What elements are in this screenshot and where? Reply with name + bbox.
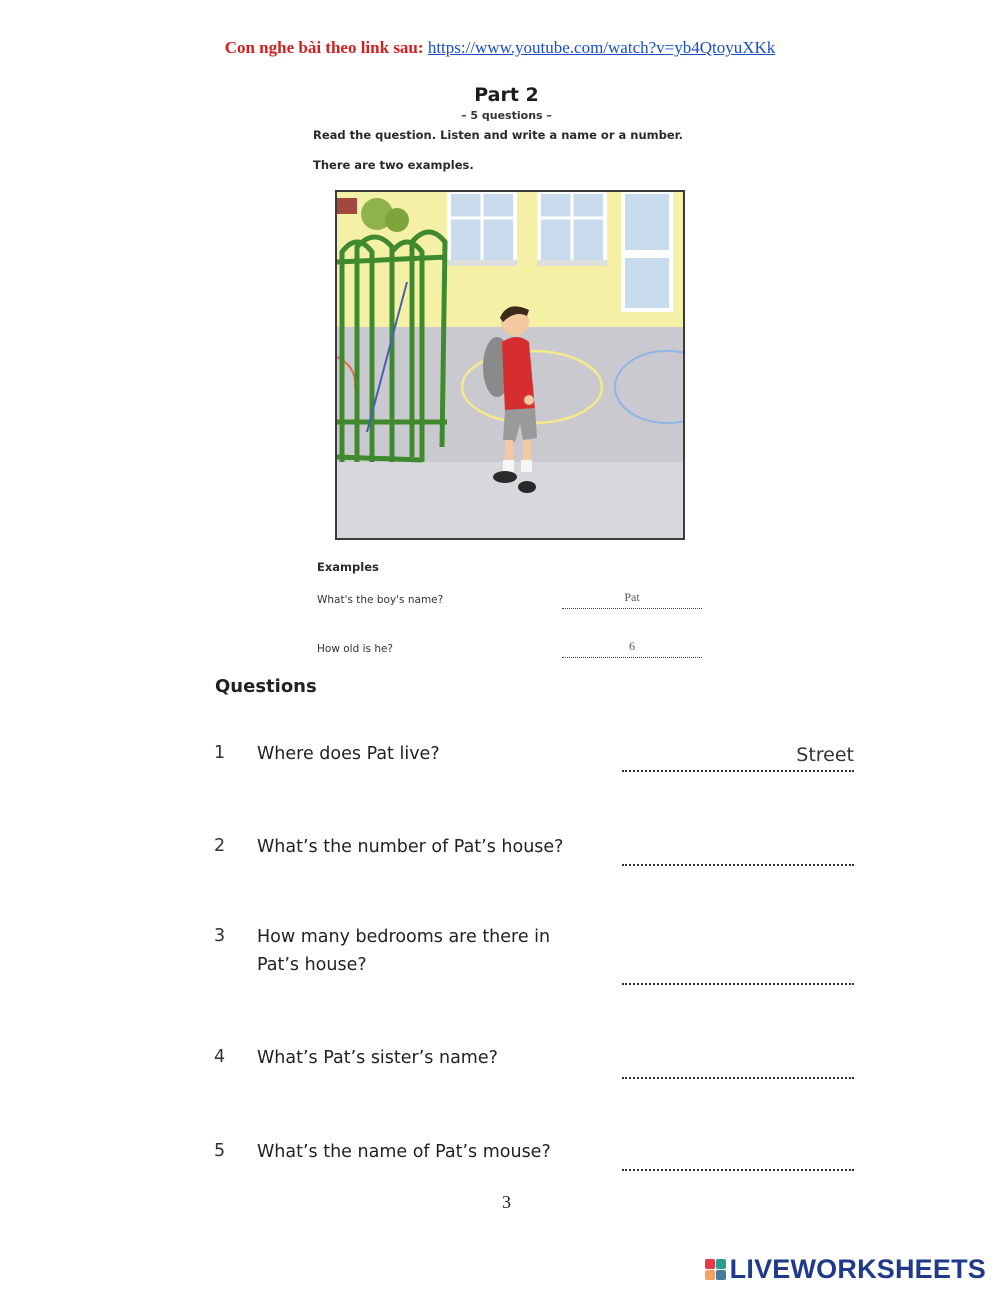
page-number: 3 xyxy=(502,1192,511,1212)
logo-cube xyxy=(716,1259,726,1269)
boy-in-schoolyard-illustration xyxy=(335,190,685,540)
question-text-2: What’s the number of Pat’s house? xyxy=(257,837,564,857)
answer-line-4[interactable] xyxy=(622,1075,854,1079)
question-number-2: 2 xyxy=(214,836,226,856)
part-title: Part 2 xyxy=(474,84,539,106)
youtube-link[interactable]: https://www.youtube.com/watch?v=yb4QtoyuXKk xyxy=(427,38,776,57)
answer-line-1[interactable] xyxy=(622,768,854,772)
examples-heading: Examples xyxy=(317,560,379,574)
question-number-4: 4 xyxy=(214,1047,226,1067)
example-answer-line-2 xyxy=(562,639,702,658)
example-question-2: How old is he? xyxy=(317,643,394,655)
liveworksheets-logo xyxy=(705,1254,986,1285)
question-number-3: 3 xyxy=(214,926,226,946)
example-answer-line-1 xyxy=(562,590,702,609)
header-line xyxy=(0,38,1000,58)
examples-note: There are two examples. xyxy=(313,158,474,172)
question-text-4: What’s Pat’s sister’s name? xyxy=(257,1048,498,1068)
example-answer-2: 6 xyxy=(629,639,635,653)
answer-suffix-1: Street xyxy=(796,744,854,766)
logo-cube xyxy=(705,1259,715,1269)
instruction-text: Read the question. Listen and write a name or a number. xyxy=(313,128,684,142)
logo-cube xyxy=(716,1270,726,1280)
header-prefix: Con nghe bài theo link sau: xyxy=(224,38,424,57)
question-text-1: Where does Pat live? xyxy=(257,744,440,764)
answer-line-5[interactable] xyxy=(622,1167,854,1171)
answer-line-3[interactable] xyxy=(622,981,854,985)
question-number-1: 1 xyxy=(214,743,226,763)
part-subtitle: – 5 questions – xyxy=(461,109,552,122)
logo-text: LIVEWORKSHEETS xyxy=(729,1254,986,1284)
answer-line-2[interactable] xyxy=(622,862,854,866)
question-number-5: 5 xyxy=(214,1141,226,1161)
logo-cubes-icon xyxy=(705,1259,726,1280)
question-text-3: How many bedrooms are there in Pat’s house? xyxy=(257,927,551,975)
logo-cube xyxy=(705,1270,715,1280)
example-question-1: What's the boy's name? xyxy=(317,594,444,606)
questions-heading: Questions xyxy=(215,676,317,697)
question-text-5: What’s the name of Pat’s mouse? xyxy=(257,1142,551,1162)
example-answer-1: Pat xyxy=(624,590,640,604)
